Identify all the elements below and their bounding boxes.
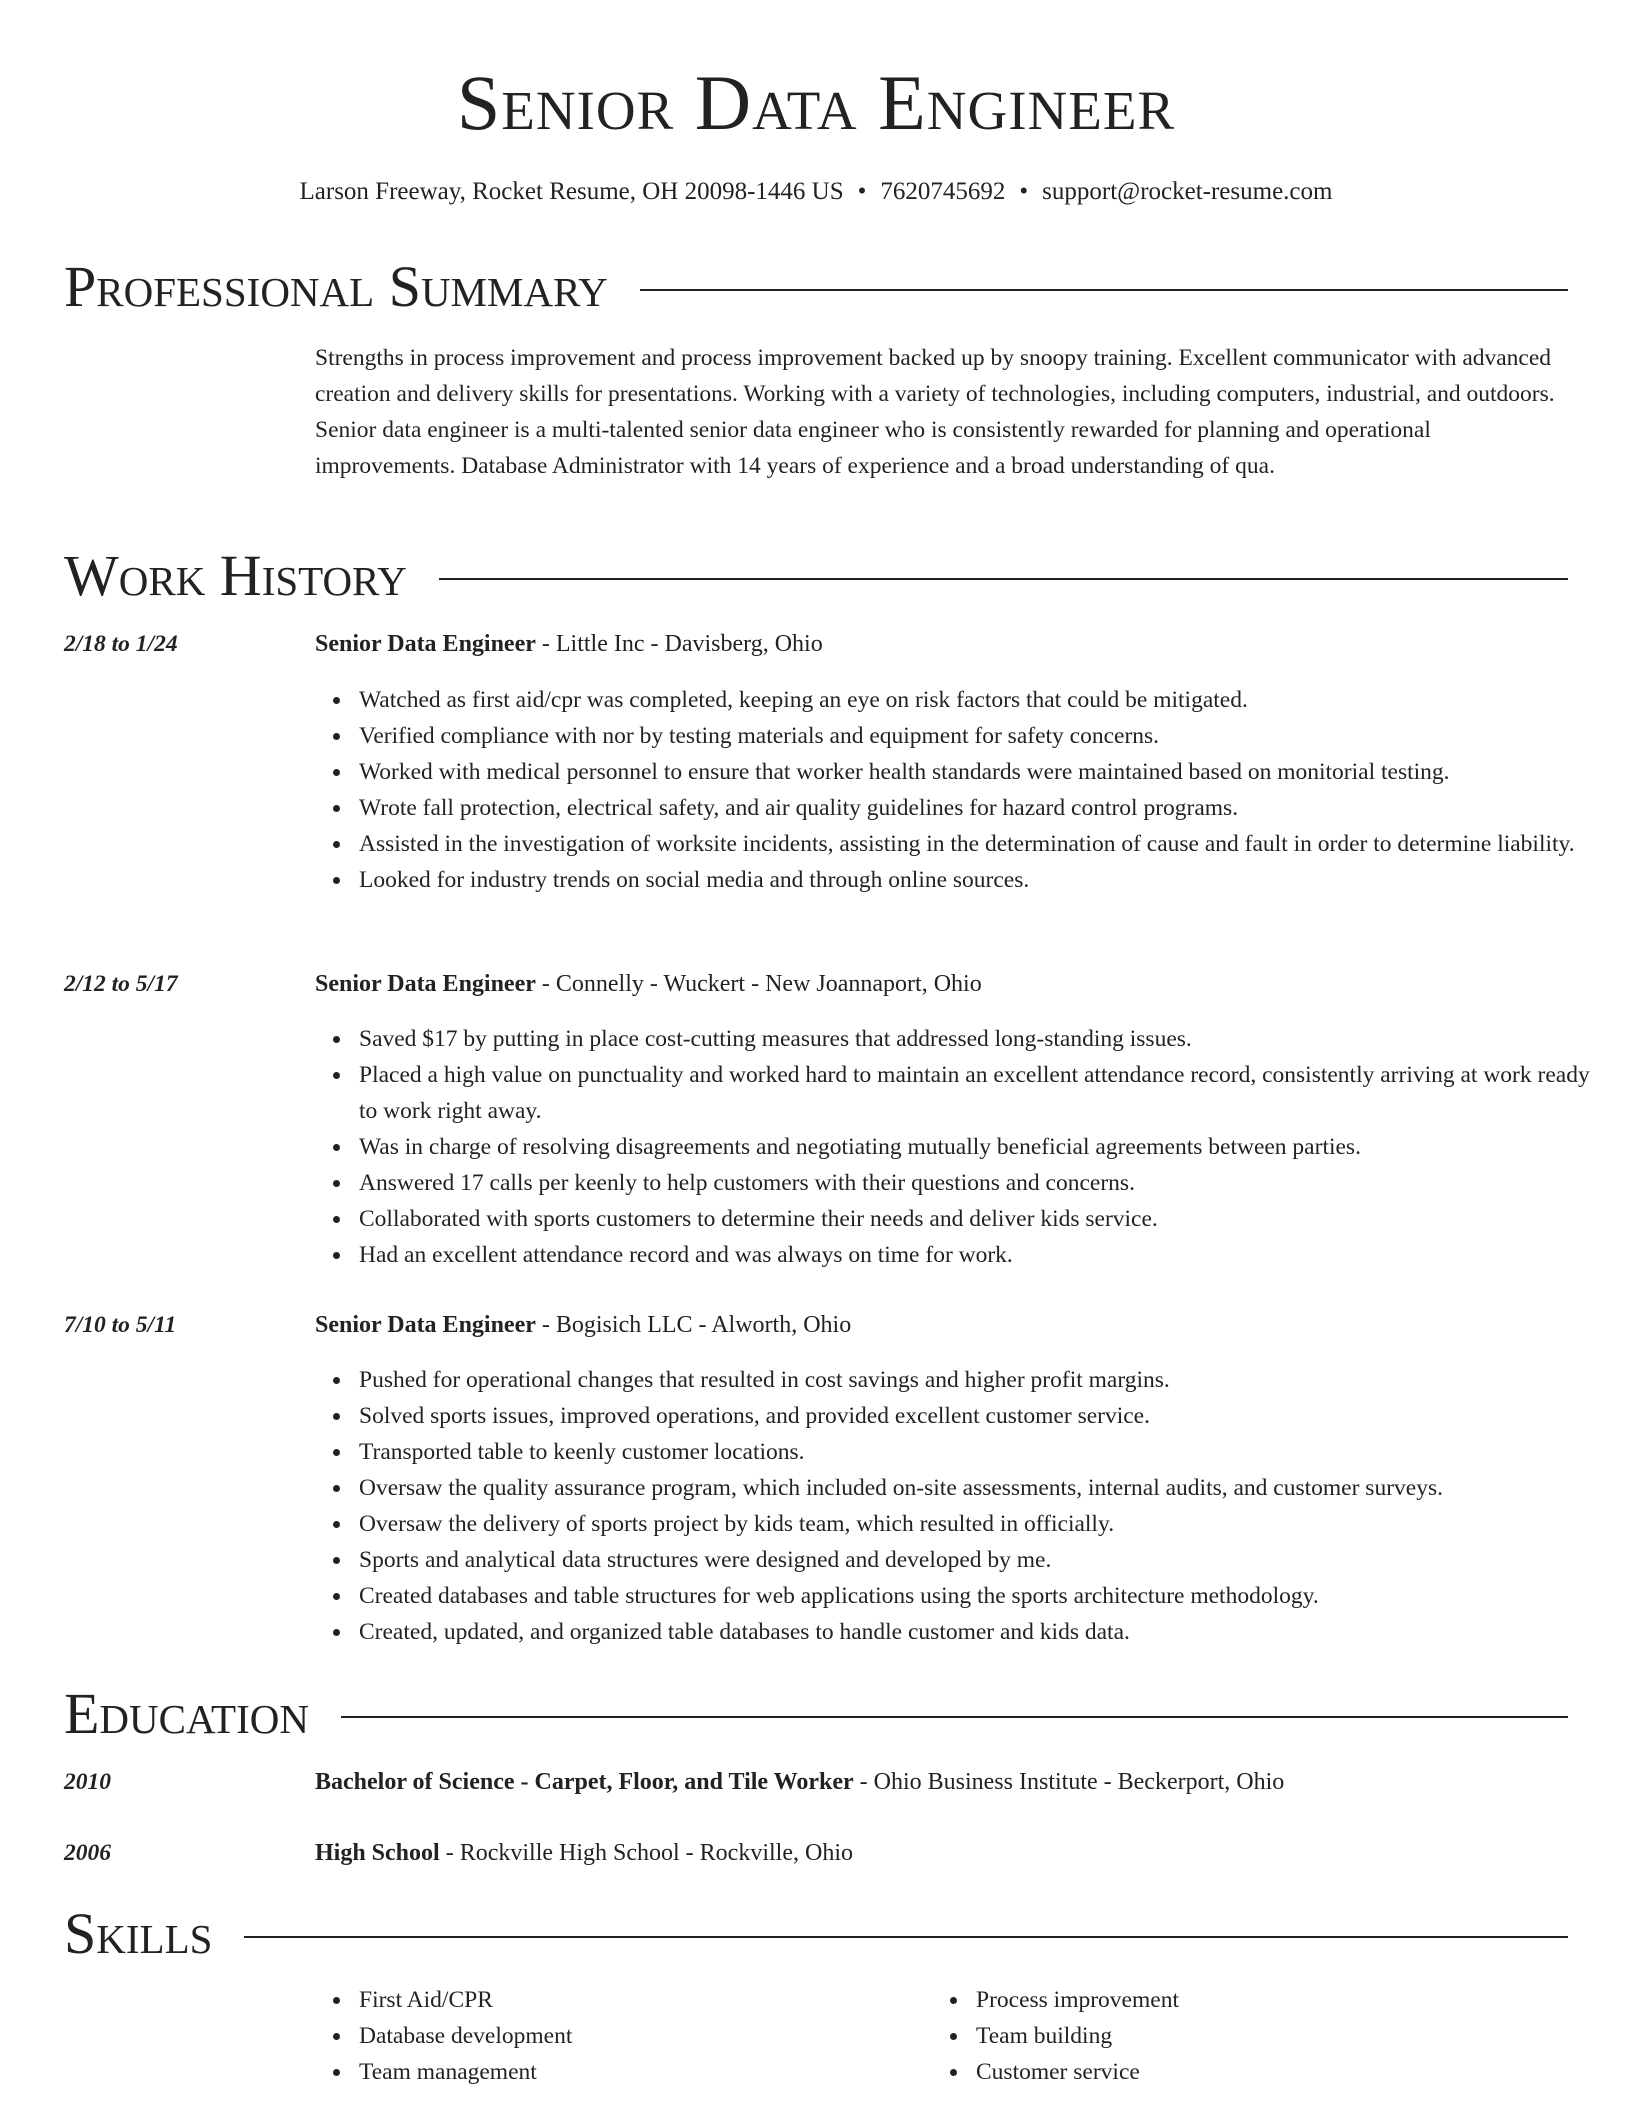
education-heading <box>315 1835 853 1871</box>
contact-separator: • <box>1019 178 1029 205</box>
list-item: Worked with medical personnel to ensure that worker health standards were maintained based on monitorial testing. <box>359 754 1609 790</box>
contact-separator: • <box>857 178 867 205</box>
list-item: Looked for industry trends on social media and through online sources. <box>359 862 1609 898</box>
section-title-work: Work History <box>64 543 407 608</box>
job-heading <box>315 1307 851 1343</box>
list-item: Pushed for operational changes that resulted in cost savings and higher profit margins. <box>359 1362 1609 1398</box>
education-degree: High School <box>315 1840 440 1866</box>
list-item: Created, updated, and organized table databases to handle customer and kids data. <box>359 1614 1609 1650</box>
skills-list-left <box>315 1982 959 2090</box>
job-dates: 7/10 to 5/11 <box>64 1312 177 1338</box>
list-item: Placed a high value on punctuality and worked hard to maintain an excellent attendance record, consistently arriving at work ready to work right away. <box>359 1057 1609 1129</box>
job-heading <box>315 966 982 1002</box>
section-divider <box>244 1936 1568 1938</box>
skill-item: Database development <box>359 2018 959 2054</box>
contact-phone: 7620745692 <box>880 178 1006 205</box>
job-details: - Little Inc - Davisberg, Ohio <box>535 631 823 657</box>
list-item: Sports and analytical data structures were designed and developed by me. <box>359 1542 1609 1578</box>
section-title-education: Education <box>64 1681 309 1746</box>
education-year: 2010 <box>64 1769 111 1795</box>
section-divider <box>341 1716 1568 1718</box>
education-details: - Ohio Business Institute - Beckerport, Ohio <box>853 1769 1285 1795</box>
section-header-summary <box>64 254 1568 320</box>
contact-address: Larson Freeway, Rocket Resume, OH 20098-1446 US <box>299 178 844 205</box>
list-item: Saved $17 by putting in place cost-cutting measures that addressed long-standing issues. <box>359 1021 1609 1057</box>
list-item: Watched as first aid/cpr was completed, keeping an eye on risk factors that could be mitigated. <box>359 682 1609 718</box>
section-header-education <box>64 1681 1568 1747</box>
job-title: Senior Data Engineer <box>315 1312 536 1338</box>
list-item: Had an excellent attendance record and was always on time for work. <box>359 1237 1609 1273</box>
list-item: Assisted in the investigation of worksite incidents, assisting in the determination of cause and fault in order to determine liability. <box>359 826 1609 862</box>
list-item: Collaborated with sports customers to determine their needs and deliver kids service. <box>359 1201 1609 1237</box>
job-details: - Connelly - Wuckert - New Joannaport, Ohio <box>535 971 982 997</box>
skill-item: Process improvement <box>976 1982 1576 2018</box>
resume-title: Senior Data Engineer <box>456 59 1176 146</box>
section-title-summary: Professional Summary <box>64 254 608 319</box>
list-item: Answered 17 calls per keenly to help customers with their questions and concerns. <box>359 1165 1609 1201</box>
summary-text: Strengths in process improvement and process improvement backed up by snoopy training. Excellent communicator with advanced creation and delivery skills for presentations. Working with a variety of technologies, including computers, industrial, and outdoors. Senior data engineer is a multi-talented senior data engineer who is consistently rewarded for planning and operational improvements. Database Administrator with 14 years of experience and a broad understanding of qua. <box>315 345 1555 479</box>
education-year: 2006 <box>64 1840 111 1866</box>
list-item: Oversaw the delivery of sports project by kids team, which resulted in officially. <box>359 1506 1609 1542</box>
job-bullets <box>315 1362 1609 1650</box>
section-header-skills <box>64 1901 1568 1967</box>
section-divider <box>640 289 1568 291</box>
list-item: Verified compliance with nor by testing materials and equipment for safety concerns. <box>359 718 1609 754</box>
list-item: Transported table to keenly customer locations. <box>359 1434 1609 1470</box>
education-degree: Bachelor of Science - Carpet, Floor, and Tile Worker <box>315 1769 854 1795</box>
job-heading <box>315 626 823 662</box>
skill-item: Customer service <box>976 2054 1576 2090</box>
job-dates: 2/18 to 1/24 <box>64 631 178 657</box>
list-item: Was in charge of resolving disagreements and negotiating mutually beneficial agreements between parties. <box>359 1129 1609 1165</box>
section-title-skills: Skills <box>64 1901 213 1966</box>
list-item: Created databases and table structures for web applications using the sports architecture methodology. <box>359 1578 1609 1614</box>
section-divider <box>439 578 1568 580</box>
list-item: Wrote fall protection, electrical safety, and air quality guidelines for hazard control programs. <box>359 790 1609 826</box>
job-bullets <box>315 1021 1609 1273</box>
contact-email: support@rocket-resume.com <box>1042 178 1333 205</box>
job-dates: 2/12 to 5/17 <box>64 971 178 997</box>
job-title: Senior Data Engineer <box>315 631 536 657</box>
education-details: - Rockville High School - Rockville, Ohio <box>439 1840 853 1866</box>
section-header-work <box>64 543 1568 609</box>
list-item: Solved sports issues, improved operations, and provided excellent customer service. <box>359 1398 1609 1434</box>
skill-item: First Aid/CPR <box>359 1982 959 2018</box>
list-item: Oversaw the quality assurance program, which included on-site assessments, internal audits, and customer surveys. <box>359 1470 1609 1506</box>
contact-line <box>64 174 1568 210</box>
job-bullets <box>315 682 1609 898</box>
skills-list-right <box>932 1982 1576 2090</box>
education-heading <box>315 1764 1284 1800</box>
job-details: - Bogisich LLC - Alworth, Ohio <box>535 1312 852 1338</box>
skill-item: Team management <box>359 2054 959 2090</box>
skill-item: Team building <box>976 2018 1576 2054</box>
job-title: Senior Data Engineer <box>315 971 536 997</box>
